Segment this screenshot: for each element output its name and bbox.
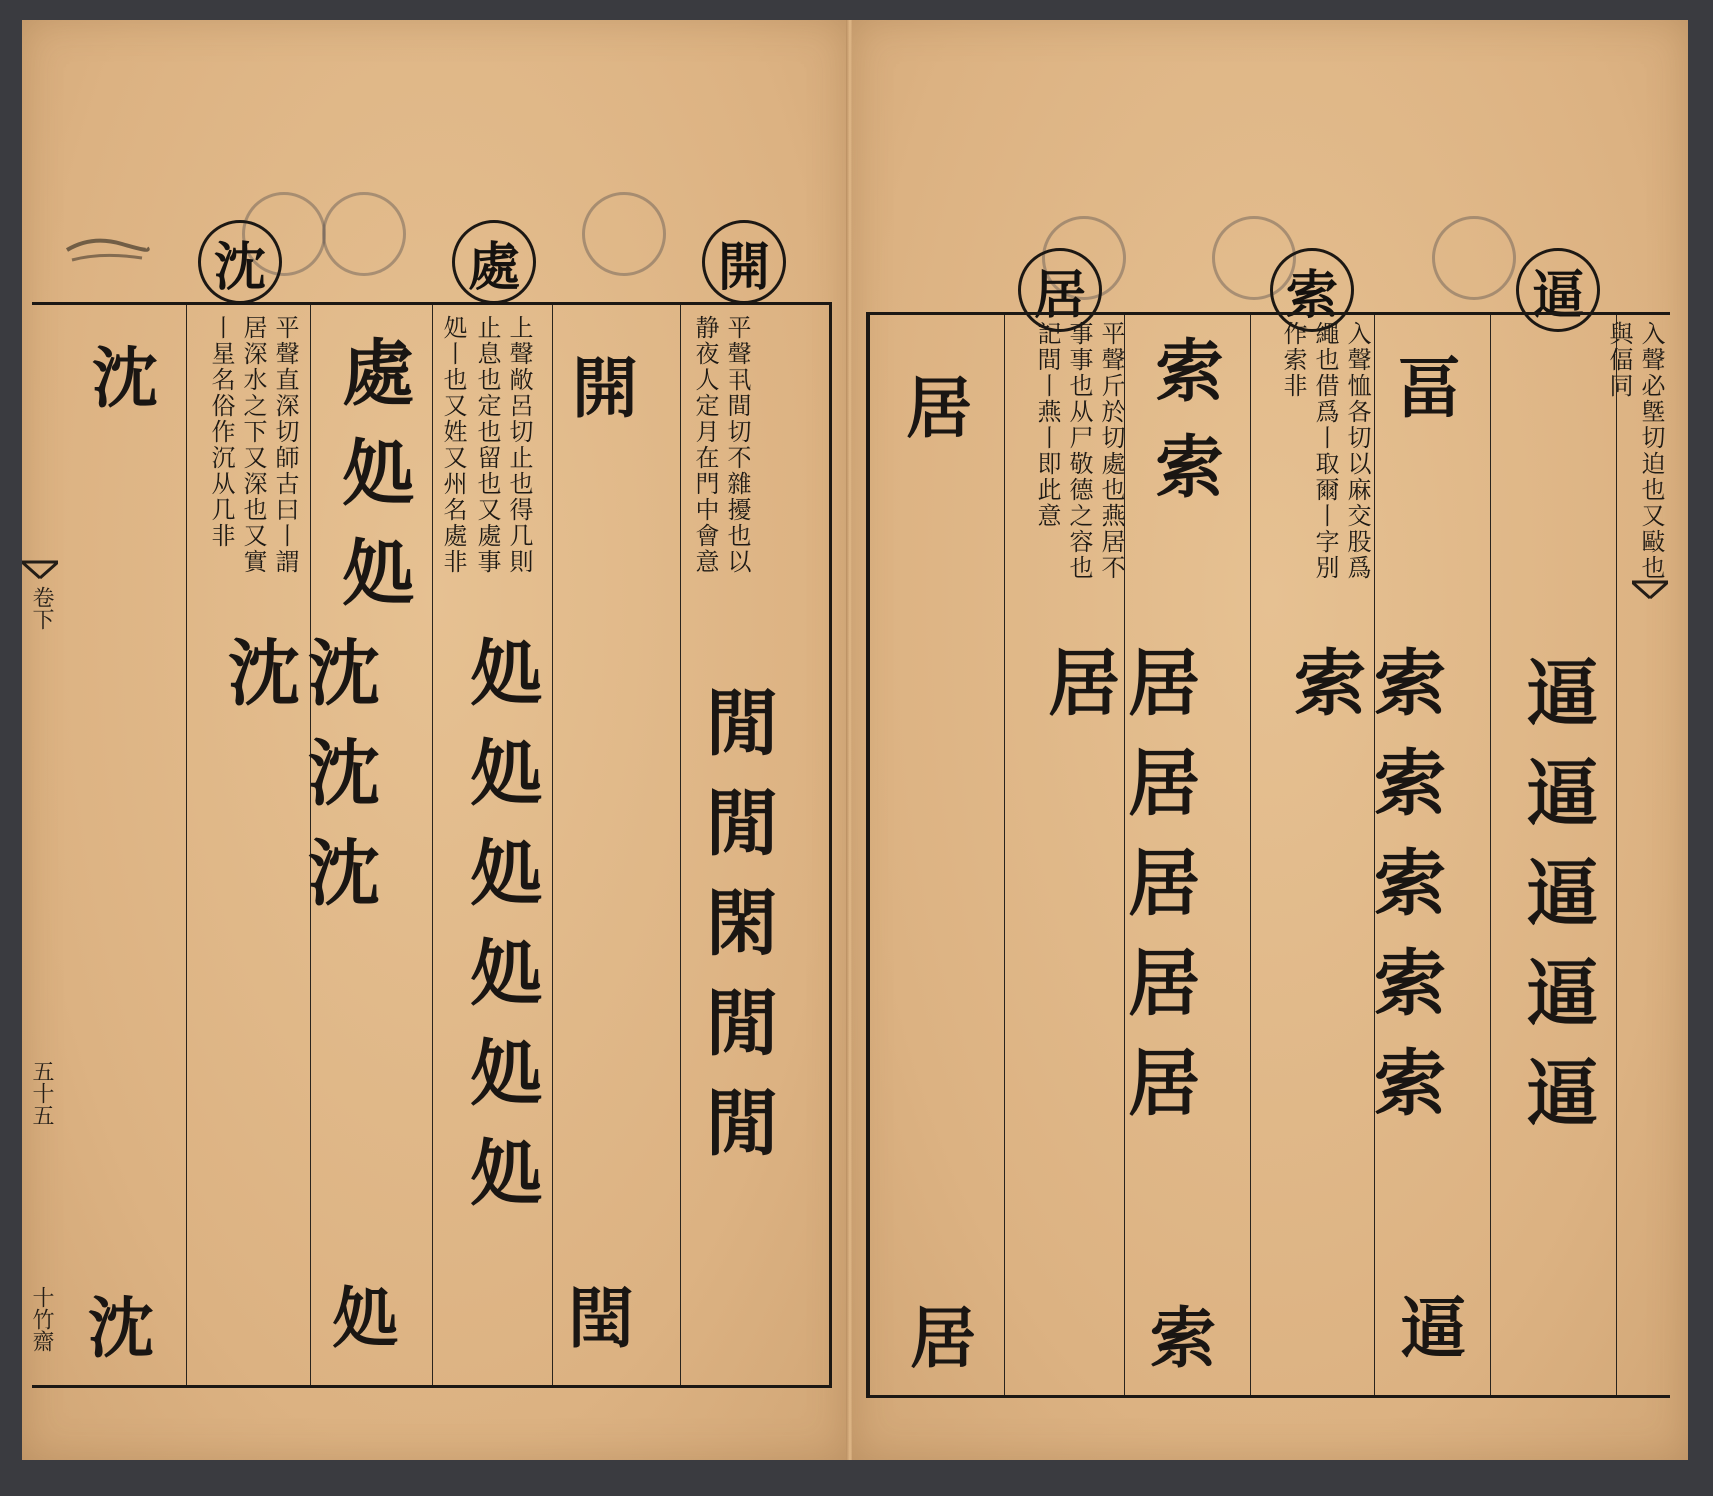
left-page [22, 20, 848, 1460]
gloss-line: 止息也定也留也又處事 [473, 315, 501, 575]
seal-bottom-char: 居 [910, 1299, 976, 1377]
gloss-text [1604, 321, 1634, 741]
bleed-through-circle [1432, 216, 1516, 300]
heading-char: 開 [717, 236, 770, 298]
gloss-line: 平聲直深切師古曰丨謂 [271, 315, 299, 575]
gloss-line: 上聲敞呂切止也得几則 [505, 315, 533, 575]
fishtail-mark [1632, 580, 1668, 600]
seal-top-char: 開 [572, 349, 638, 427]
text-frame [866, 312, 1670, 1398]
folio-number: 五十五 [29, 1060, 54, 1126]
publisher-mark: 十竹齋 [29, 1286, 54, 1352]
seal-top-char: 畐 [1396, 349, 1462, 427]
seal-forms: 処処処処処処 [458, 635, 543, 1235]
gloss-text [690, 315, 720, 735]
seal-forms: 閒閒閑閒閒 [694, 685, 779, 1185]
heading-char: 逼 [1531, 264, 1584, 326]
seal-forms: 處処処 [330, 335, 415, 635]
seal-bottom-char: 沈 [88, 1289, 154, 1367]
volume-label: 卷下 [29, 586, 54, 630]
seal-top-char: 居 [906, 369, 972, 447]
seal-forms: 逼逼逼逼逼 [1514, 655, 1599, 1155]
seal-forms: 索索索索索索 [1282, 645, 1447, 1145]
seal-bottom-char: 逼 [1400, 1289, 1466, 1367]
gloss-line: 繩也借爲丨取爾丨字別 [1311, 321, 1339, 581]
gloss-line: 事事也从尸敬德之容也 [1065, 321, 1093, 581]
heading-char: 索 [1285, 264, 1338, 326]
gloss-line: 処丨也又姓又州名處非 [439, 315, 467, 575]
seal-bottom-char: 処 [332, 1279, 398, 1357]
bleed-through-circle [322, 192, 406, 276]
text-frame [32, 302, 832, 1388]
ink-smudge [62, 230, 152, 270]
gloss-line: 入聲必墍切迫也又敺也 [1637, 321, 1665, 581]
heading-circle [198, 220, 282, 304]
gloss-line: 作索非 [1279, 321, 1307, 399]
gloss-line: 居深水之下又深也又實 [239, 315, 267, 575]
gloss-line: 記間丨燕丨即此意 [1033, 321, 1061, 529]
heading-circle [702, 220, 786, 304]
bleed-through-circle [582, 192, 666, 276]
seal-top-char: 沈 [92, 339, 158, 417]
gloss-text [722, 315, 752, 735]
seal-bottom-char: 閏 [568, 1279, 634, 1357]
gloss-line: 丨星名俗作沉从几非 [207, 315, 235, 549]
gloss-line: 入聲恤各切以麻交股爲 [1343, 321, 1371, 581]
fishtail-mark [22, 560, 58, 580]
gloss-line: 静夜人定月在門中會意 [691, 315, 719, 575]
seal-forms: 索索 [1144, 335, 1224, 527]
heading-circle [452, 220, 536, 304]
gloss-line: 平聲丮間切不雜擾也以 [723, 315, 751, 575]
seal-forms: 沈沈沈沈 [216, 635, 381, 935]
gloss-text [1636, 321, 1666, 741]
seal-forms: 居居居居居居 [1036, 645, 1201, 1145]
seal-bottom-char: 索 [1150, 1299, 1216, 1377]
heading-char: 處 [467, 236, 520, 298]
gloss-line: 平聲斤於切處也燕居不 [1097, 321, 1125, 581]
heading-char: 沈 [213, 236, 266, 298]
heading-char: 居 [1033, 264, 1086, 326]
right-page [852, 20, 1688, 1460]
gloss-line: 與偪同 [1605, 321, 1633, 399]
